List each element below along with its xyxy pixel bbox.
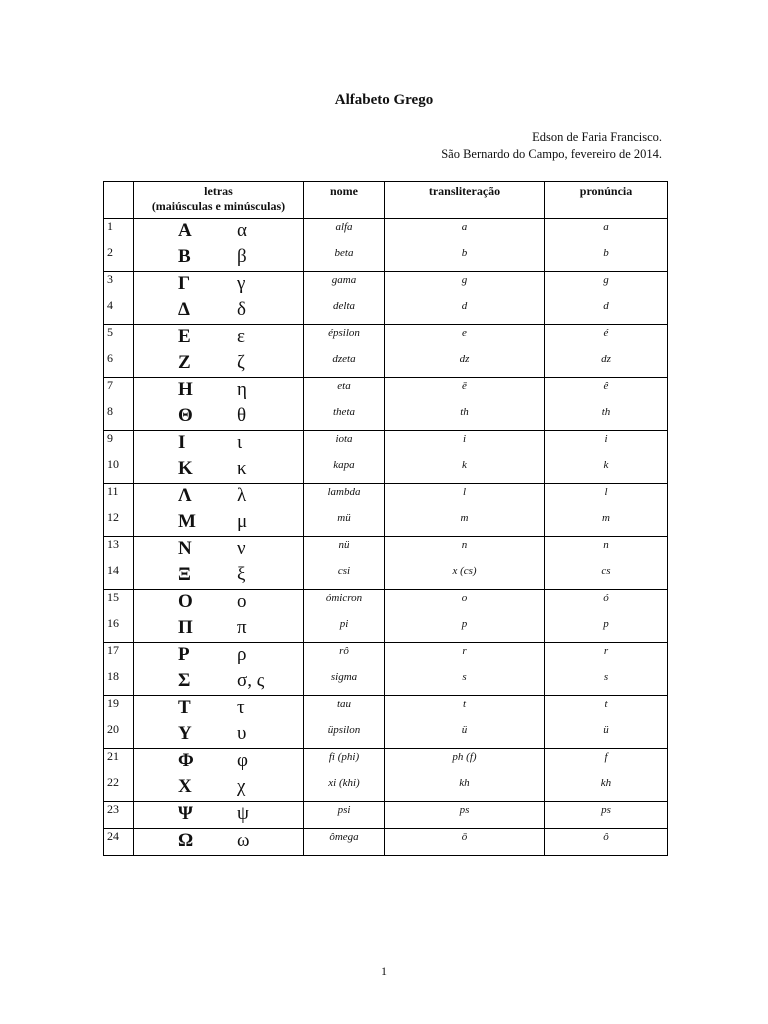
letter-name: delta (304, 298, 385, 325)
pronunciation: p (545, 616, 668, 643)
letters-cell (134, 616, 304, 643)
pronunciation: l (545, 484, 668, 511)
letter-name: ômega (304, 829, 385, 856)
pronunciation: cs (545, 563, 668, 590)
lowercase-letter: γ (237, 273, 246, 294)
lowercase-letter: μ (237, 511, 248, 532)
header-number (104, 182, 134, 219)
row-number: 24 (104, 829, 134, 856)
lowercase-letter: η (237, 379, 247, 400)
uppercase-letter: Ζ (178, 352, 191, 373)
uppercase-letter: Ι (178, 432, 186, 453)
row-number: 11 (104, 484, 134, 511)
pronunciation: dz (545, 351, 668, 378)
letter-name: alfa (304, 219, 385, 246)
lowercase-letter: ε (237, 326, 245, 347)
table-row (104, 749, 668, 776)
uppercase-letter: Ψ (178, 803, 193, 824)
row-number: 15 (104, 590, 134, 617)
row-number: 4 (104, 298, 134, 325)
pronunciation: g (545, 272, 668, 299)
uppercase-letter: Δ (178, 299, 190, 320)
pronunciation: th (545, 404, 668, 431)
table-row (104, 775, 668, 802)
transliteration: m (385, 510, 545, 537)
pronunciation: ê (545, 378, 668, 405)
row-number: 22 (104, 775, 134, 802)
letters-cell (134, 325, 304, 352)
letter-name: nü (304, 537, 385, 564)
transliteration: e (385, 325, 545, 352)
transliteration: t (385, 696, 545, 723)
lowercase-letter: β (237, 246, 247, 267)
uppercase-letter: Ε (178, 326, 191, 347)
row-number: 19 (104, 696, 134, 723)
table-row (104, 669, 668, 696)
table-row (104, 696, 668, 723)
header-pronunciation: pronúncia (545, 182, 668, 219)
transliteration: k (385, 457, 545, 484)
lowercase-letter: κ (237, 458, 247, 479)
uppercase-letter: Σ (178, 670, 191, 691)
pronunciation: m (545, 510, 668, 537)
letter-name: csi (304, 563, 385, 590)
lowercase-letter: τ (237, 697, 245, 718)
uppercase-letter: Ω (178, 830, 194, 851)
lowercase-letter: ξ (237, 564, 246, 585)
table-row (104, 245, 668, 272)
table-row (104, 590, 668, 617)
letter-name: tau (304, 696, 385, 723)
transliteration: dz (385, 351, 545, 378)
pronunciation: a (545, 219, 668, 246)
row-number: 3 (104, 272, 134, 299)
table-row (104, 643, 668, 670)
uppercase-letter: Ρ (178, 644, 190, 665)
table-row (104, 404, 668, 431)
uppercase-letter: Ξ (178, 564, 191, 585)
row-number: 1 (104, 219, 134, 246)
uppercase-letter: Λ (178, 485, 192, 506)
letters-cell (134, 722, 304, 749)
row-number: 9 (104, 431, 134, 458)
pronunciation: ó (545, 590, 668, 617)
table-row (104, 829, 668, 856)
letters-cell (134, 802, 304, 829)
transliteration: l (385, 484, 545, 511)
letter-name: eta (304, 378, 385, 405)
header-letters-sub: (maiúsculas e minúsculas) (151, 199, 286, 213)
row-number: 14 (104, 563, 134, 590)
letters-cell (134, 537, 304, 564)
letters-cell (134, 245, 304, 272)
row-number: 23 (104, 802, 134, 829)
row-number: 21 (104, 749, 134, 776)
lowercase-letter: σ, ς (237, 670, 265, 691)
uppercase-letter: Π (178, 617, 193, 638)
header-letters-label: letras (204, 184, 233, 198)
row-number: 8 (104, 404, 134, 431)
pronunciation: kh (545, 775, 668, 802)
pronunciation: n (545, 537, 668, 564)
table-row (104, 351, 668, 378)
pronunciation: t (545, 696, 668, 723)
lowercase-letter: α (237, 220, 247, 241)
page-title: Alfabeto Grego (334, 92, 434, 108)
pronunciation: b (545, 245, 668, 272)
header-name: nome (304, 182, 385, 219)
lowercase-letter: ω (237, 830, 250, 851)
uppercase-letter: Ν (178, 538, 192, 559)
lowercase-letter: ρ (237, 644, 247, 665)
letters-cell (134, 457, 304, 484)
transliteration: kh (385, 775, 545, 802)
table-row (104, 457, 668, 484)
uppercase-letter: Ο (178, 591, 193, 612)
transliteration: n (385, 537, 545, 564)
letter-name: psi (304, 802, 385, 829)
lowercase-letter: φ (237, 750, 248, 771)
table-row (104, 378, 668, 405)
lowercase-letter: λ (237, 485, 247, 506)
row-number: 10 (104, 457, 134, 484)
letter-name: xi (khi) (304, 775, 385, 802)
letter-name: épsilon (304, 325, 385, 352)
greek-alphabet-table (103, 181, 668, 856)
row-number: 6 (104, 351, 134, 378)
transliteration: d (385, 298, 545, 325)
table-row (104, 484, 668, 511)
lowercase-letter: θ (237, 405, 247, 426)
uppercase-letter: Υ (178, 723, 192, 744)
lowercase-letter: ζ (237, 352, 245, 373)
letter-name: rô (304, 643, 385, 670)
letter-name: beta (304, 245, 385, 272)
place-date-line: São Bernardo do Campo, fevereiro de 2014. (441, 147, 662, 161)
letters-cell (134, 298, 304, 325)
letters-cell (134, 643, 304, 670)
pronunciation: é (545, 325, 668, 352)
lowercase-letter: χ (237, 776, 246, 797)
table-row (104, 219, 668, 246)
table-row (104, 563, 668, 590)
letter-name: mü (304, 510, 385, 537)
uppercase-letter: Κ (178, 458, 193, 479)
letters-cell (134, 431, 304, 458)
table-row (104, 537, 668, 564)
lowercase-letter: ν (237, 538, 246, 559)
lowercase-letter: π (237, 617, 247, 638)
letters-cell (134, 749, 304, 776)
transliteration: ph (f) (385, 749, 545, 776)
letters-cell (134, 510, 304, 537)
uppercase-letter: Τ (178, 697, 191, 718)
pronunciation: s (545, 669, 668, 696)
pronunciation: ps (545, 802, 668, 829)
transliteration: b (385, 245, 545, 272)
letters-cell (134, 590, 304, 617)
lowercase-letter: υ (237, 723, 247, 744)
lowercase-letter: ο (237, 591, 247, 612)
letters-cell (134, 404, 304, 431)
table-row (104, 298, 668, 325)
transliteration: a (385, 219, 545, 246)
row-number: 18 (104, 669, 134, 696)
letters-cell (134, 351, 304, 378)
table-row (104, 616, 668, 643)
uppercase-letter: Γ (178, 273, 191, 294)
uppercase-letter: Η (178, 379, 193, 400)
uppercase-letter: Μ (178, 511, 196, 532)
row-number: 13 (104, 537, 134, 564)
letters-cell (134, 669, 304, 696)
lowercase-letter: δ (237, 299, 246, 320)
table-row (104, 431, 668, 458)
author-line: Edson de Faria Francisco. (532, 130, 662, 144)
row-number: 20 (104, 722, 134, 749)
letter-name: theta (304, 404, 385, 431)
letters-cell (134, 484, 304, 511)
row-number: 7 (104, 378, 134, 405)
row-number: 12 (104, 510, 134, 537)
transliteration: i (385, 431, 545, 458)
uppercase-letter: Φ (178, 750, 194, 771)
letter-name: lambda (304, 484, 385, 511)
transliteration: ō (385, 829, 545, 856)
table-row (104, 272, 668, 299)
row-number: 2 (104, 245, 134, 272)
transliteration: ps (385, 802, 545, 829)
letters-cell (134, 219, 304, 246)
pronunciation: k (545, 457, 668, 484)
transliteration: ē (385, 378, 545, 405)
row-number: 5 (104, 325, 134, 352)
table-row (104, 510, 668, 537)
uppercase-letter: Χ (178, 776, 192, 797)
transliteration: ü (385, 722, 545, 749)
uppercase-letter: Α (178, 220, 192, 241)
letter-name: gama (304, 272, 385, 299)
pronunciation: d (545, 298, 668, 325)
transliteration: r (385, 643, 545, 670)
page-number: 1 (381, 964, 387, 978)
table-body (104, 219, 668, 856)
row-number: 16 (104, 616, 134, 643)
letter-name: sigma (304, 669, 385, 696)
table-row (104, 722, 668, 749)
pronunciation: ô (545, 829, 668, 856)
letters-cell (134, 696, 304, 723)
letter-name: dzeta (304, 351, 385, 378)
letters-cell (134, 378, 304, 405)
letter-name: pi (304, 616, 385, 643)
uppercase-letter: Θ (178, 405, 193, 426)
header-transliteration: transliteração (385, 182, 545, 219)
letters-cell (134, 829, 304, 856)
row-number: 17 (104, 643, 134, 670)
letters-cell (134, 775, 304, 802)
table-row (104, 802, 668, 829)
letters-cell (134, 272, 304, 299)
transliteration: x (cs) (385, 563, 545, 590)
letter-name: ómicron (304, 590, 385, 617)
letter-name: iota (304, 431, 385, 458)
transliteration: o (385, 590, 545, 617)
uppercase-letter: Β (178, 246, 191, 267)
pronunciation: r (545, 643, 668, 670)
pronunciation: i (545, 431, 668, 458)
transliteration: p (385, 616, 545, 643)
letter-name: fi (phi) (304, 749, 385, 776)
letter-name: kapa (304, 457, 385, 484)
pronunciation: ü (545, 722, 668, 749)
lowercase-letter: ψ (237, 803, 249, 824)
transliteration: th (385, 404, 545, 431)
pronunciation: f (545, 749, 668, 776)
transliteration: s (385, 669, 545, 696)
table-row (104, 325, 668, 352)
letter-name: üpsilon (304, 722, 385, 749)
letters-cell (134, 563, 304, 590)
lowercase-letter: ι (237, 432, 243, 453)
header-letters (134, 182, 304, 219)
transliteration: g (385, 272, 545, 299)
table-header-row (104, 182, 668, 219)
